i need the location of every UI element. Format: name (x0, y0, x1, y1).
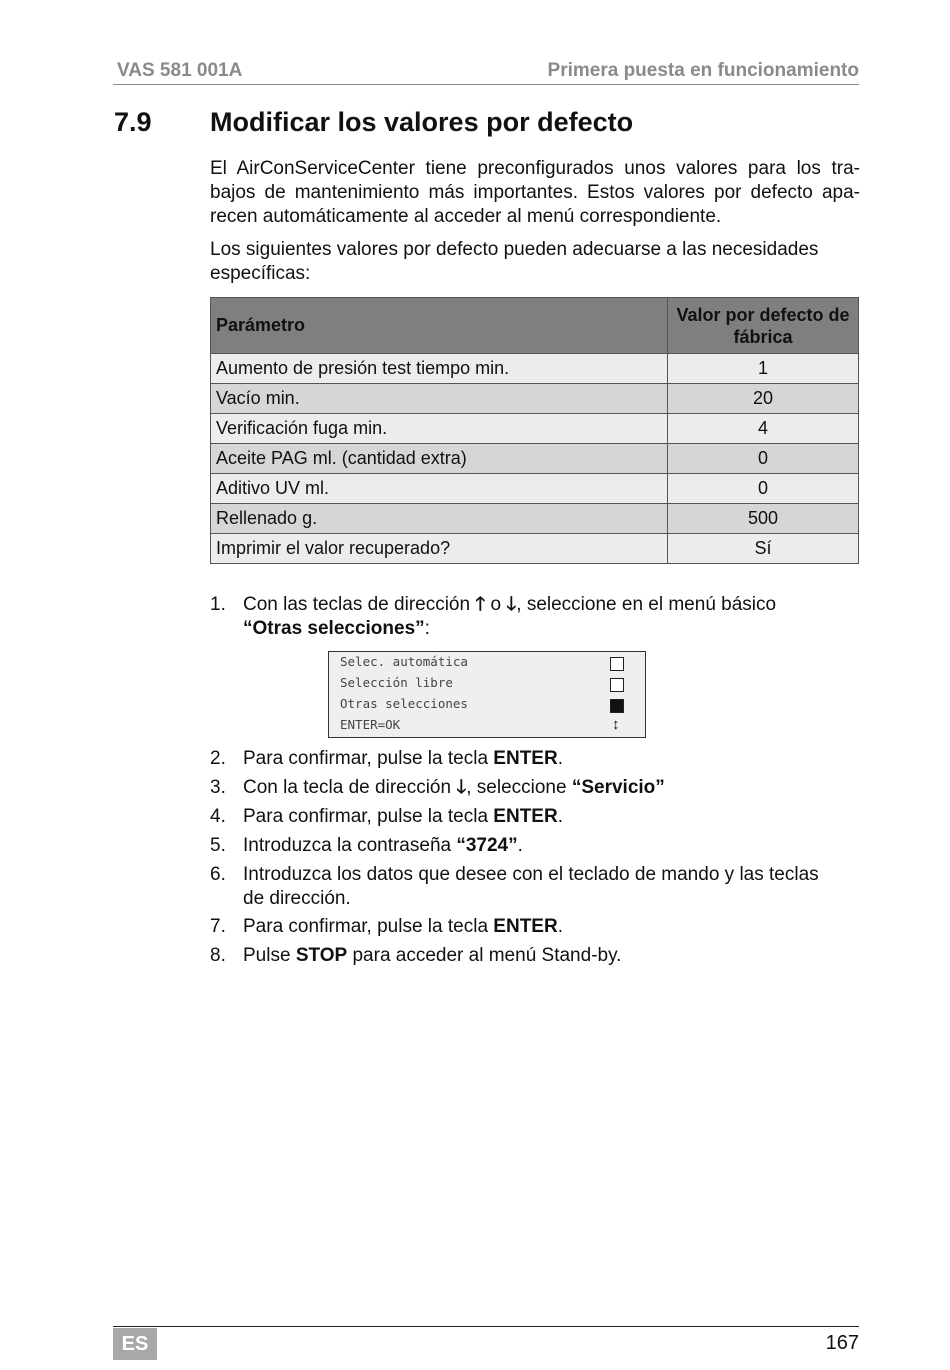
intro-paragraph (210, 157, 860, 229)
parameter-cell: Aditivo UV ml. (211, 474, 668, 504)
key-name: STOP (295, 945, 348, 966)
lcd-row: Selección libre (340, 675, 453, 690)
section-number: 7.9 (114, 107, 152, 137)
text-span: de dirección. (243, 888, 351, 909)
parameter-cell: Rellenado g. (211, 504, 668, 534)
footer-rule (113, 1326, 859, 1327)
page-header-left: VAS 581 001A (117, 60, 243, 81)
text-span: . (557, 748, 563, 769)
text-line: bajos de mantenimiento más importantes. Estos valores por defecto apa- (210, 182, 860, 203)
text-span: Para confirmar, pulse la tecla (243, 916, 494, 937)
key-name: ENTER (493, 916, 558, 937)
default-values-table (210, 297, 859, 564)
value-cell: 0 (668, 444, 859, 474)
text-span: Introduzca la contraseña (243, 835, 457, 856)
text-line: específicas: (210, 263, 311, 284)
section-title: Modificar los valores por defecto (210, 107, 634, 137)
step-number: 6. (210, 864, 226, 885)
lcd-display (328, 651, 646, 738)
step-number: 3. (210, 777, 226, 798)
page-number: 167 (825, 1332, 859, 1354)
value-cell: 1 (668, 354, 859, 384)
header-rule (113, 84, 859, 85)
step-number: 5. (210, 835, 226, 856)
step-text (243, 776, 860, 800)
lcd-row: ENTER=OK (340, 717, 401, 732)
key-name: ENTER (493, 748, 558, 769)
table-header-row (211, 298, 859, 354)
step-number: 8. (210, 945, 226, 966)
step-number: 1. (210, 594, 226, 615)
text-span: . (557, 806, 563, 827)
arrow-down-icon: 🡓 (456, 777, 467, 798)
adjust-paragraph (210, 238, 860, 286)
menu-name: “Servicio” (571, 777, 665, 798)
text-span: Con las teclas de dirección (243, 594, 471, 615)
column-header-parameter: Parámetro (211, 298, 668, 354)
step-text (243, 944, 860, 968)
parameter-cell: Aceite PAG ml. (cantidad extra) (211, 444, 668, 474)
text-span: Para confirmar, pulse la tecla (243, 748, 494, 769)
checkbox-filled-icon (610, 699, 624, 713)
language-badge: ES (113, 1328, 157, 1360)
parameter-cell: Verificación fuga min. (211, 414, 668, 444)
table-row (211, 474, 859, 504)
text-span: , seleccione (466, 777, 572, 798)
step-text (243, 863, 860, 911)
table-row (211, 534, 859, 564)
text-line: Los siguientes valores por defecto pueden adecuarse a las necesidades (210, 239, 819, 260)
parameter-cell: Vacío min. (211, 384, 668, 414)
step-number: 4. (210, 806, 226, 827)
text-span: Con la tecla de dirección (243, 777, 457, 798)
step-number: 2. (210, 748, 226, 769)
table-row (211, 384, 859, 414)
arrow-up-icon: 🡑 (475, 594, 486, 615)
text-span: Para confirmar, pulse la tecla (243, 806, 494, 827)
value-cell: Sí (668, 534, 859, 564)
checkbox-empty-icon (610, 678, 624, 692)
step-text (243, 915, 860, 939)
step-text (243, 593, 860, 641)
table-row (211, 354, 859, 384)
text-span: . (557, 916, 563, 937)
text-span: : (424, 618, 430, 639)
text-span: . (517, 835, 523, 856)
value-cell: 500 (668, 504, 859, 534)
step-number: 7. (210, 916, 226, 937)
step-text (243, 747, 860, 771)
text-line: recen automáticamente al acceder al menú correspondiente. (210, 206, 722, 227)
text-span: para acceder al menú Stand-by. (347, 945, 622, 966)
up-down-arrow-icon: ↕ (612, 716, 620, 733)
text-span: , seleccione en el menú básico (516, 594, 777, 615)
value-cell: 4 (668, 414, 859, 444)
table-row (211, 504, 859, 534)
password-value: “3724” (456, 835, 518, 856)
text-line: El AirConServiceCenter tiene preconfigurados unos valores para los tra- (210, 158, 860, 179)
text-span: Introduzca los datos que desee con el teclado de mando y las teclas (243, 864, 819, 885)
parameter-cell: Aumento de presión test tiempo min. (211, 354, 668, 384)
table-row (211, 414, 859, 444)
step-text (243, 834, 860, 858)
text-span: Pulse (243, 945, 296, 966)
step-text (243, 805, 860, 829)
checkbox-empty-icon (610, 657, 624, 671)
page-header-right: Primera puesta en funcionamiento (547, 60, 859, 81)
value-cell: 20 (668, 384, 859, 414)
lcd-row: Otras selecciones (340, 696, 468, 711)
lcd-row: Selec. automática (340, 654, 468, 669)
parameter-cell: Imprimir el valor recuperado? (211, 534, 668, 564)
text-span: o (485, 594, 507, 615)
value-cell: 0 (668, 474, 859, 504)
arrow-down-icon: 🡓 (506, 594, 517, 615)
menu-name: “Otras selecciones” (243, 618, 425, 639)
column-header-default-value: Valor por defecto de fábrica (668, 298, 859, 354)
table-row (211, 444, 859, 474)
key-name: ENTER (493, 806, 558, 827)
